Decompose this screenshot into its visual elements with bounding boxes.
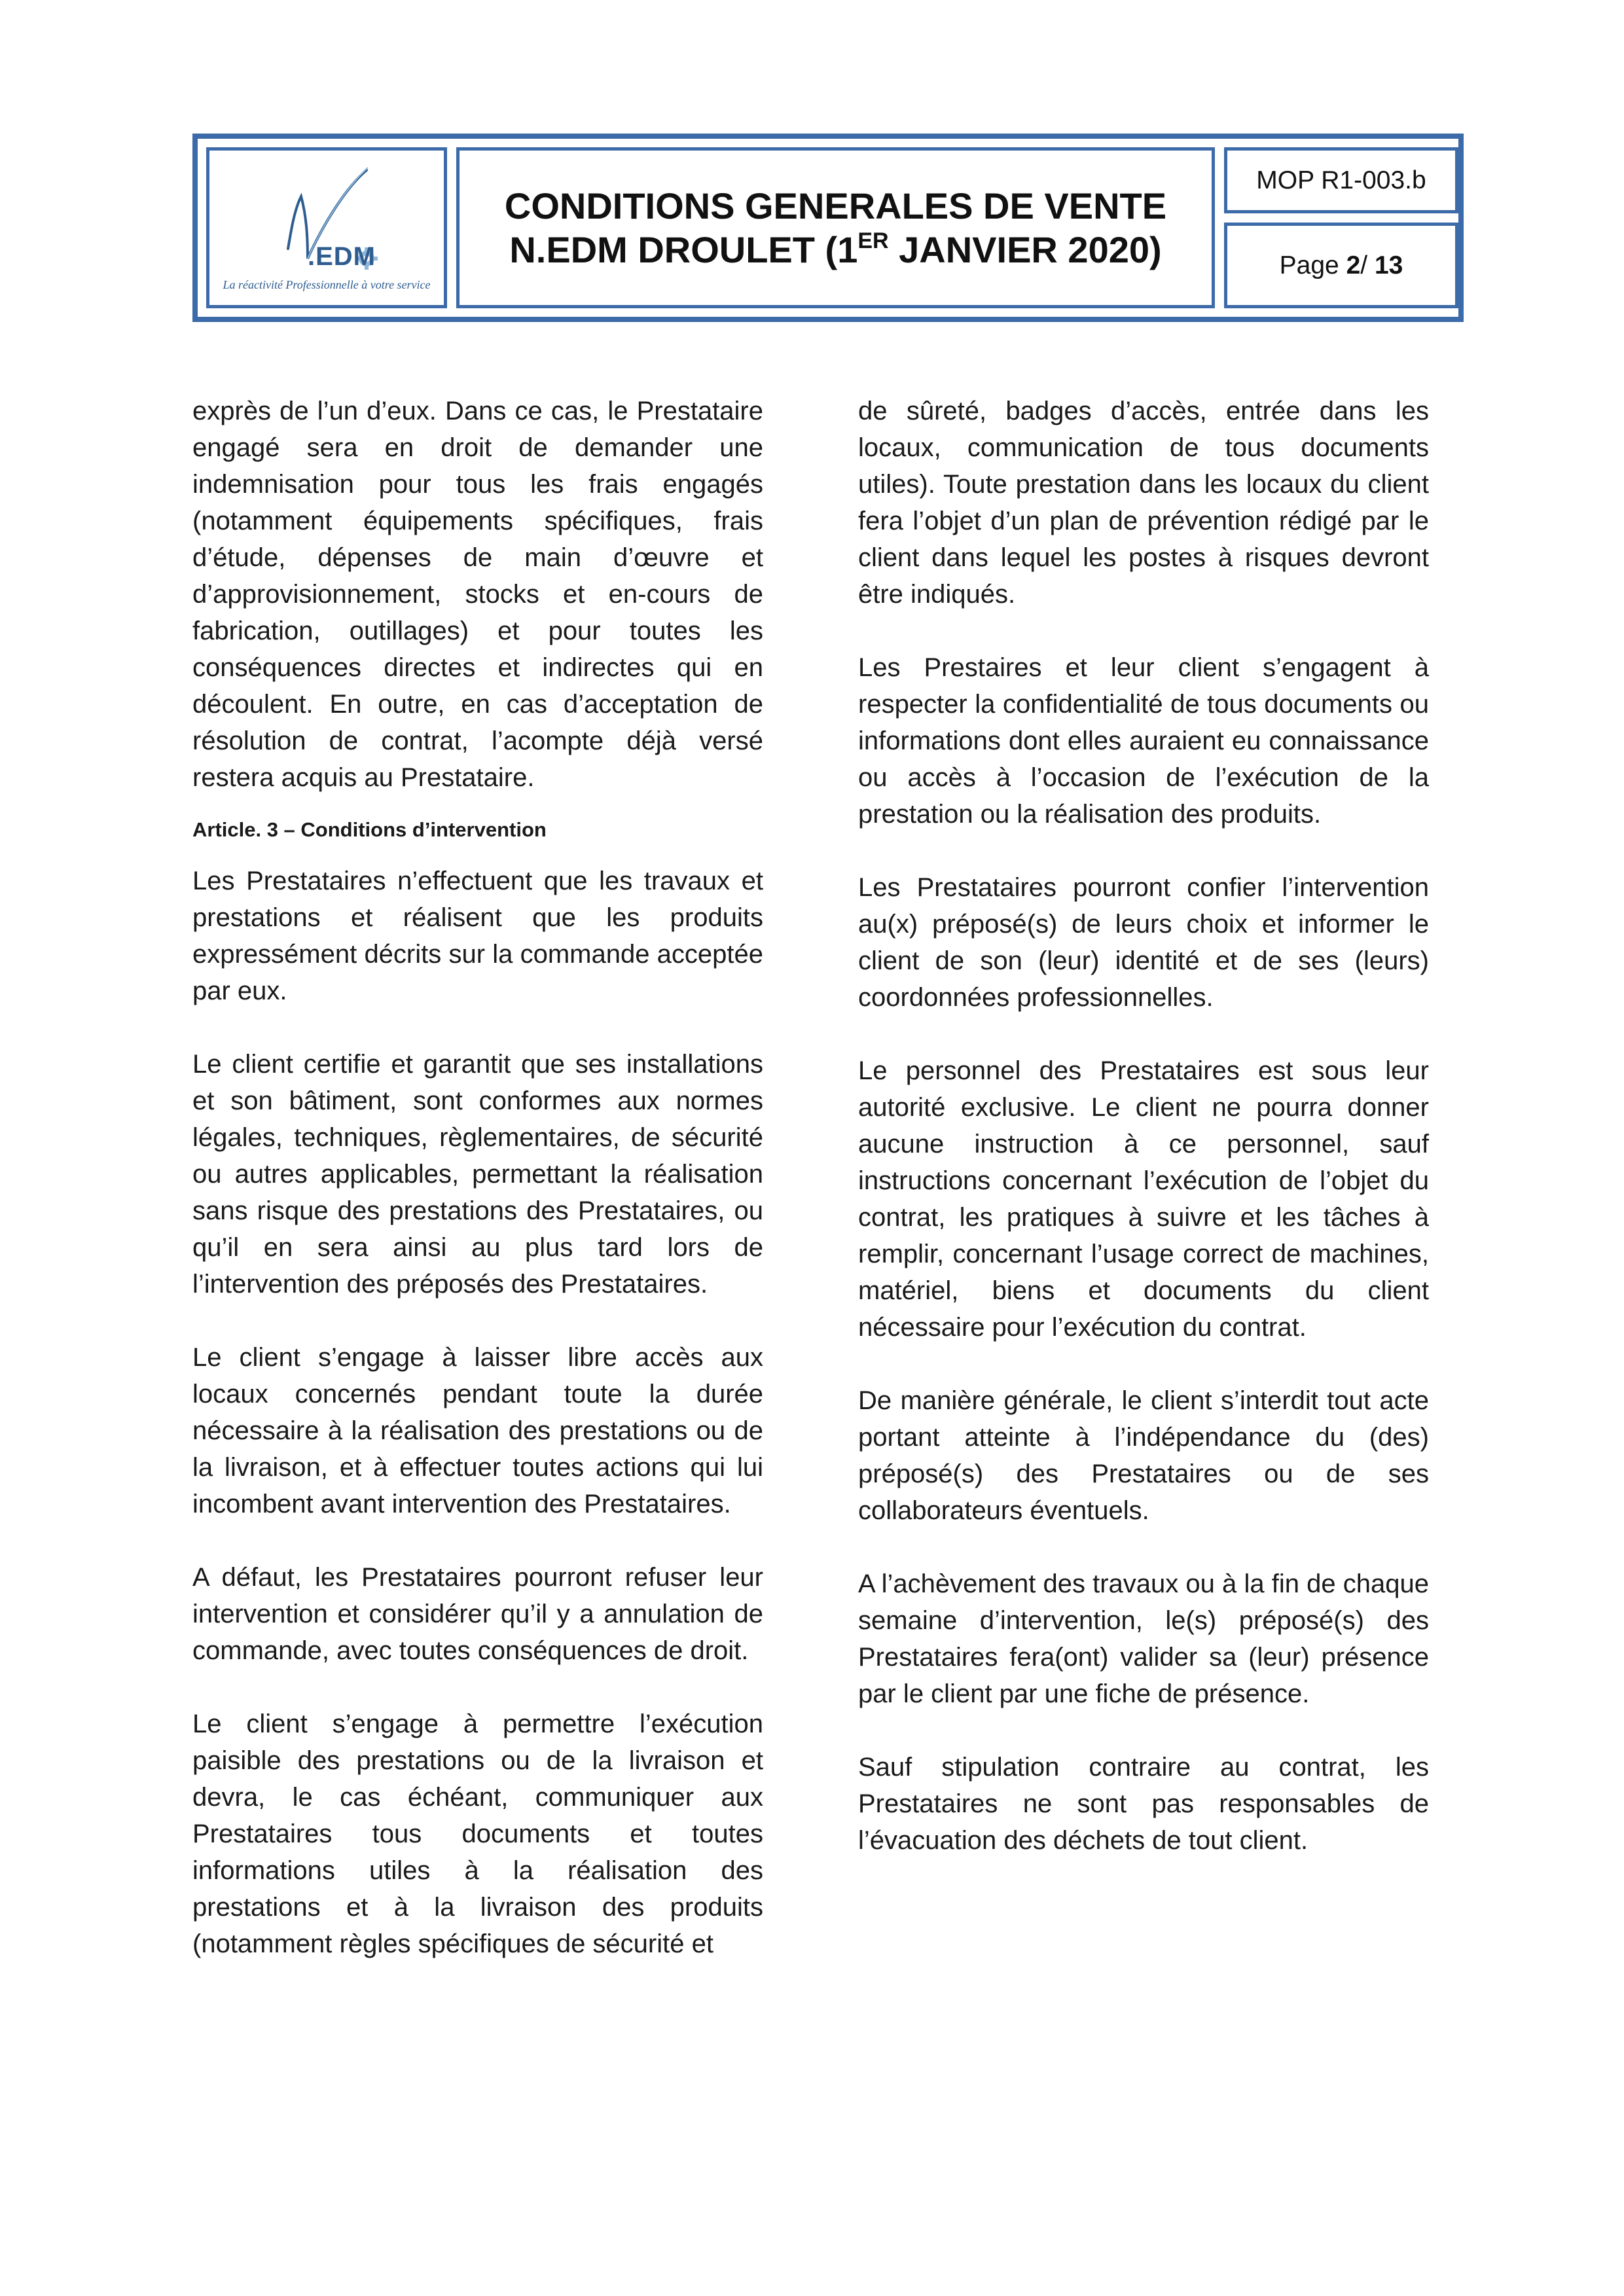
- paragraph: Les Prestataires n’effectuent que les travaux et prestations et réalisent que les produits expressément décrits sur la commande acceptée par eux.: [192, 867, 763, 1005]
- paragraph: Les Prestataires pourront confier l’intervention au(x) préposé(s) de leurs choix et informer le client de son (leur) identité et de ses (leurs) coordonnées professionnelles.: [858, 873, 1429, 1012]
- page-label: Page: [1279, 251, 1346, 279]
- paragraph: A l’achèvement des travaux ou à la fin de chaque semaine d’intervention, le(s) préposé(s) des Prestataires fera(ont) valider sa (leur) présence par le client par une fiche de présence.: [858, 1570, 1429, 1708]
- paragraph: exprès de l’un d’eux. Dans ce cas, le Prestataire engagé sera en droit de demander une indemnisation pour tous les frais engagés (notamment équipements spécifiques, frais d’étude, dépenses de main d’œuvre et d’approvisionnement, stocks et en-cours de fabrication, outillages) et pour toutes les conséquences directes et indirectes qui en découlent. En outre, en cas d’acceptation de résolution de contrat, l’acompte déjà versé restera acquis au Prestataire.: [192, 397, 763, 792]
- page-number-cell: [1224, 223, 1458, 308]
- paragraph: Sauf stipulation contraire au contrat, les Prestataires ne sont pas responsables de l’évacuation des déchets de tout client.: [858, 1753, 1429, 1855]
- page-separator: /: [1360, 251, 1375, 279]
- document-title-line-1: CONDITIONS GENERALES DE VENTE: [504, 185, 1167, 226]
- page-total: 13: [1374, 251, 1403, 279]
- title-line-2-suffix: JANVIER 2020): [888, 229, 1162, 270]
- document-header: [192, 134, 1464, 322]
- document-reference: MOP R1-003.b: [1256, 166, 1426, 194]
- page-current: 2: [1346, 251, 1361, 279]
- reference-cell: [1224, 147, 1458, 213]
- paragraph: Le personnel des Prestataires est sous leur autorité exclusive. Le client ne pourra donner aucune instruction à ce personnel, sauf instructions concernant l’exécution de l’objet du contrat, les pratiques à suivre et les tâches à remplir, concernant l’usage correct de machines, matériel, biens et documents du client nécessaire pour l’exécution du contrat.: [858, 1056, 1429, 1342]
- company-logo: [209, 151, 444, 305]
- paragraph: De manière générale, le client s’interdit tout acte portant atteinte à l’indépendance du (des) préposé(s) des Prestataires ou de ses collaborateurs éventuels.: [858, 1386, 1429, 1525]
- left-column: [192, 393, 763, 1999]
- paragraph: de sûreté, badges d’accès, entrée dans les locaux, communication de tous documents utiles). Toute prestation dans les locaux du client fera l’objet d’un plan de prévention rédigé par le client dans lequel les postes à risques devront être indiqués.: [858, 397, 1429, 609]
- logo-brand-text: .EDM: [308, 242, 376, 271]
- logo-tagline: La réactivité Professionnelle à votre service: [223, 278, 431, 291]
- title-superscript: ER: [857, 228, 889, 253]
- logo-cell: [206, 147, 447, 308]
- paragraph: Le client s’engage à laisser libre accès aux locaux concernés pendant toute la durée nécessaire à la réalisation des prestations ou de la livraison, et à effectuer toutes actions qui lui incombent avant intervention des Prestataires.: [192, 1343, 763, 1518]
- title-cell: [456, 147, 1215, 308]
- paragraph: Les Prestaires et leur client s’engagent à respecter la confidentialité de tous documents ou informations dont elles auraient eu connaissance ou accès à l’occasion de l’exécution de la prestation ou la réalisation des produits.: [858, 653, 1429, 829]
- right-column: [858, 393, 1429, 1895]
- article-3-heading: Article. 3 – Conditions d’intervention: [192, 818, 547, 841]
- document-title-line-2: [509, 228, 1161, 272]
- paragraph: Le client s’engage à permettre l’exécution paisible des prestations ou de la livraison et devra, le cas échéant, communiquer aux Prestataires tous documents et toutes informations utiles à la réalisation des prestations et à la livraison des produits (notamment règles spécifiques de sécurité et: [192, 1710, 763, 1958]
- paragraph: A défaut, les Prestataires pourront refuser leur intervention et considérer qu’il y a annulation de commande, avec toutes conséquences de droit.: [192, 1563, 763, 1665]
- title-line-2-prefix: N.EDM DROULET (1: [509, 229, 858, 270]
- paragraph: Le client certifie et garantit que ses installations et son bâtiment, sont conformes aux normes légales, techniques, règlementaires, de sécurité ou autres applicables, permettant la réalisation sans risque des prestations des Prestataires, ou qu’il en sera ainsi au plus tard lors de l’intervention des préposés des Prestataires.: [192, 1050, 763, 1299]
- page-indicator: [1280, 251, 1403, 280]
